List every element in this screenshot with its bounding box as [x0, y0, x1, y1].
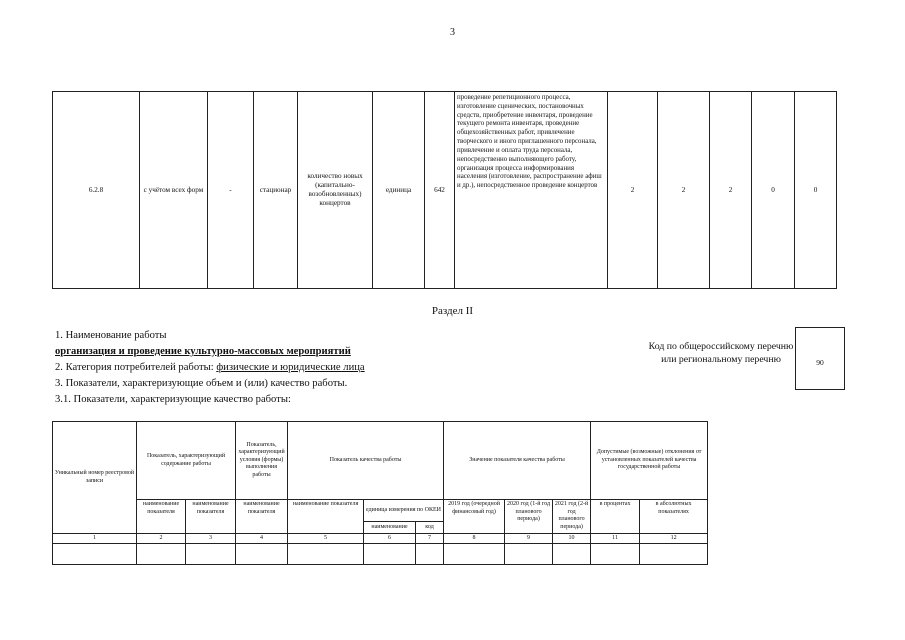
quality-indicators-table	[52, 421, 708, 565]
registry-code-label: Код по общероссийскому перечню или региональному перечню	[648, 341, 794, 365]
page-number: 3	[450, 27, 455, 38]
table-row	[53, 92, 837, 289]
empty-cell	[53, 544, 137, 565]
content-cell: с учётом всех форм	[140, 92, 208, 289]
empty-cell	[288, 544, 364, 565]
subheader-2020: 2020 год (1-й год планового периода)	[505, 500, 553, 534]
column-number: 10	[553, 534, 591, 544]
empty-cell	[186, 544, 236, 565]
column-number: 9	[505, 534, 553, 544]
subheader-name-4: наименование показателя	[288, 500, 364, 534]
column-number: 3	[186, 534, 236, 544]
subheader-2021: 2021 год (2-й год планового периода)	[553, 500, 591, 534]
subheader-unit-code: код	[416, 522, 444, 534]
work-name-value: организация и проведение культурно-массовых мероприятий	[55, 346, 351, 357]
dash-cell: -	[208, 92, 254, 289]
section-title: Раздел II	[431, 305, 474, 317]
consumer-category-value: физические и юридические лица	[216, 362, 365, 373]
unit-cell: единица	[373, 92, 425, 289]
subheader-2019: 2019 год (очередной финансовый год)	[444, 500, 505, 534]
empty-cell	[505, 544, 553, 565]
subheader-unit-name: наименование	[364, 522, 416, 534]
empty-cell	[591, 544, 640, 565]
value-cell-3: 2	[710, 92, 752, 289]
empty-cell	[364, 544, 416, 565]
header-content: Показатель, характеризующий содержание работы	[137, 422, 236, 500]
header-deviation: Допустимые (возможные) отклонения от установленных показателей качества государственной работы	[591, 422, 708, 500]
empty-cell	[640, 544, 708, 565]
column-number: 7	[416, 534, 444, 544]
header-unique-number: Уникальный номер реестровой записи	[53, 422, 137, 534]
consumer-category	[55, 362, 365, 373]
subheader-name-2: наименование показателя	[186, 500, 236, 534]
table-row	[53, 534, 708, 544]
okei-cell: 642	[425, 92, 455, 289]
header-quality: Показатель качества работы	[288, 422, 444, 500]
header-condition: Показатель, характеризующий условия (формы) выполнения работы	[236, 422, 288, 500]
table-row	[53, 500, 708, 522]
column-number: 11	[591, 534, 640, 544]
empty-cell	[416, 544, 444, 565]
table-row	[53, 422, 708, 500]
column-number: 2	[137, 534, 186, 544]
indicators-heading: 3. Показатели, характеризующие объем и (или) качество работы.	[55, 378, 348, 389]
value-cell-2: 2	[658, 92, 710, 289]
column-number: 8	[444, 534, 505, 544]
indicator-cell: количество новых (капитально-возобновленных) концертов	[298, 92, 373, 289]
value-cell-1: 2	[608, 92, 658, 289]
column-number: 5	[288, 534, 364, 544]
table-row	[53, 544, 708, 565]
column-number: 12	[640, 534, 708, 544]
subheader-percent: в процентах	[591, 500, 640, 534]
subheader-unit: единица измерения по ОКЕИ	[364, 500, 444, 522]
registry-code-cell: 6.2.8	[53, 92, 140, 289]
column-number: 6	[364, 534, 416, 544]
subheader-name-1: наименование показателя	[137, 500, 186, 534]
works-volume-table	[52, 91, 837, 289]
subheader-absolute: в абсолютных показателях	[640, 500, 708, 534]
column-number: 1	[53, 534, 137, 544]
column-number: 4	[236, 534, 288, 544]
quality-indicators-heading: 3.1. Показатели, характеризующие качество работы:	[55, 394, 291, 405]
work-name-label: 1. Наименование работы	[55, 330, 167, 341]
header-values: Значение показателя качества работы	[444, 422, 591, 500]
registry-code-box: 90	[795, 327, 845, 390]
empty-cell	[553, 544, 591, 565]
empty-cell	[444, 544, 505, 565]
condition-cell: стационар	[254, 92, 298, 289]
value-cell-5: 0	[795, 92, 837, 289]
value-cell-4: 0	[752, 92, 795, 289]
consumer-category-label: 2. Категория потребителей работы:	[55, 362, 217, 373]
empty-cell	[137, 544, 186, 565]
empty-cell	[236, 544, 288, 565]
subheader-name-3: наименование показателя	[236, 500, 288, 534]
description-cell: проведение репетиционного процесса, изготовление сценических, постановочных средств, приобретение инвентаря, проведение текущего ремонта инвентаря, проведение общехозяйственных работ, привлечение творческого и иного приглашенного персонала, привлечение и оплата труда персонала, непосредственно выполняющего работу, организация процесса информирования населения (изготовление, распространение афиш и др.), непосредственное проведение концертов	[455, 92, 608, 289]
